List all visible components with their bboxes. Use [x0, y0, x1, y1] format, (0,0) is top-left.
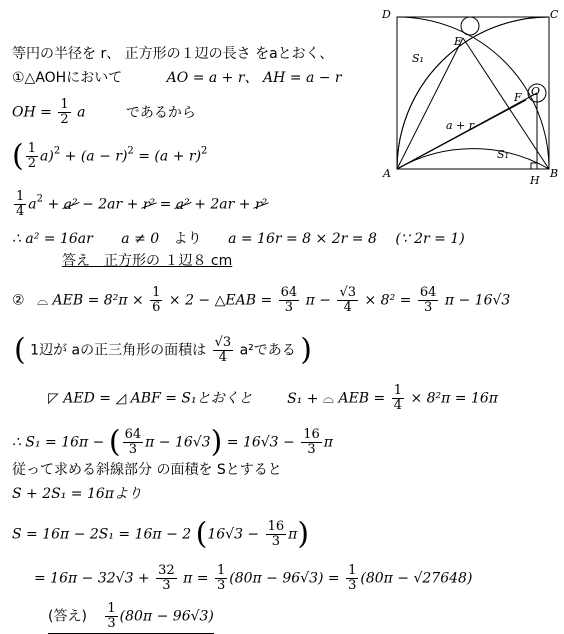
s-eq-b: 16√3 −: [207, 526, 260, 543]
s1-b: π − 16√3: [145, 434, 211, 451]
step2-f1n: 1: [152, 285, 161, 300]
note-post: a²である: [239, 342, 296, 359]
note-close-paren: ): [300, 332, 312, 368]
s1-gd: 3: [307, 442, 316, 457]
therefore1-d: a = 16r = 8 × 2r = 8: [228, 231, 377, 247]
s-eq2-hd: 3: [348, 578, 357, 593]
s1-a: ∴ S₁ = 16π −: [12, 434, 105, 451]
oh-den: 2: [60, 112, 69, 127]
seg-ae: [397, 38, 463, 169]
sector-b: ABF = S₁とおくと: [130, 390, 253, 407]
label-a: A: [383, 167, 391, 180]
s-eq-fd: 3: [271, 534, 281, 549]
step2-f4n: 64: [419, 285, 437, 300]
answer1: 答え 正方形の １辺８ cm: [62, 253, 233, 269]
s-eq2-fn: 32: [158, 563, 175, 578]
s1-paren-open: (: [108, 424, 121, 460]
pyth-p2: a): [40, 148, 54, 165]
sector-icon: ⌓: [37, 292, 49, 309]
step2-label: ②: [12, 292, 25, 309]
intro-line: 等円の半径を r、 正方形の１辺の長さ をaとおく、: [12, 46, 334, 62]
label-o: O: [531, 85, 541, 98]
sector-e: × 8²π = 16π: [410, 390, 499, 407]
step2-line: [12, 286, 510, 315]
s1-gn: 16: [303, 427, 320, 442]
expand-line: [12, 190, 267, 219]
arc-c: [397, 17, 549, 169]
expand-t2: a²: [63, 196, 78, 213]
step2-m2: π −: [305, 292, 332, 309]
s-eq2-fd: 3: [162, 578, 171, 593]
expand-t4: r²: [142, 196, 156, 213]
s-eq2-d: (80π − √27648): [360, 570, 473, 587]
label-f: F: [514, 91, 522, 104]
sector-fn: 1: [393, 383, 402, 398]
note-open-paren: (: [14, 332, 26, 368]
s-eq-fn: 16: [267, 519, 285, 534]
s-eq2-gd: 3: [216, 578, 226, 593]
s-eq-c: π: [288, 526, 298, 543]
step2-mid: × 2 − △EAB =: [168, 292, 273, 309]
right-angle-mark: [531, 163, 537, 169]
step2-m3: × 8² =: [364, 292, 412, 309]
s1-fn: 64: [124, 427, 142, 442]
sector-fd: 4: [393, 398, 402, 413]
therefore1-b: a ≠ 0: [121, 231, 160, 247]
label-s1-bottom: S₁: [497, 148, 509, 161]
label-e: E: [454, 35, 463, 48]
arc-a: [397, 17, 549, 169]
oh-var: a: [77, 104, 86, 121]
step2-f4d: 3: [423, 300, 433, 315]
answer2-line: [48, 602, 214, 634]
oh-line: [12, 98, 196, 127]
note-fn: √3: [214, 335, 232, 350]
therefore1-c: より: [173, 231, 202, 247]
label-h: H: [530, 174, 540, 186]
pyth-line: [12, 138, 208, 174]
expand-sq: 2: [36, 193, 44, 205]
oh-lhs: OH =: [12, 104, 52, 121]
sector-icon-3: ◿: [115, 390, 127, 407]
step1-eq: AO = a + r、 AH = a − r: [166, 70, 342, 86]
expand-t7: + 2ar +: [194, 196, 251, 213]
note-pre: 1辺が aの正三角形の面積は: [30, 342, 207, 359]
label-d: D: [382, 8, 391, 21]
s-eq-line: [12, 516, 310, 552]
pyth-p1: (: [12, 138, 24, 174]
s-eq2-b: π =: [183, 570, 209, 587]
label-s1-top: S₁: [412, 52, 424, 65]
label-b: B: [550, 167, 559, 180]
square: [397, 17, 549, 169]
s1-fd: 3: [128, 442, 137, 457]
sector-a: AED =: [63, 390, 111, 407]
sector-c: S₁ +: [287, 390, 323, 407]
expand-t1: +: [47, 196, 60, 213]
s1-c: = 16√3 −: [226, 434, 295, 451]
s1-line: [12, 424, 333, 460]
pyth-rhs: = (a + r): [138, 148, 202, 165]
expand-den: 4: [16, 204, 25, 219]
s-eq-a: S = 16π − 2S₁ = 16π − 2: [12, 526, 192, 543]
therefore1-line: [12, 231, 465, 247]
answer2-v: (80π − 96√3): [119, 608, 214, 625]
oh-num: 1: [60, 97, 69, 112]
step2-f2n: 64: [280, 285, 298, 300]
expand-t8: r²: [254, 196, 268, 213]
answer2-fd: 3: [107, 616, 116, 631]
step2-f1d: 6: [152, 300, 161, 315]
answer2-fn: 1: [107, 601, 116, 616]
label-c: C: [550, 8, 559, 21]
expand-a: a: [28, 196, 37, 213]
sector-icon-4: ⌓: [322, 390, 334, 407]
step2-f2d: 3: [284, 300, 294, 315]
pyth-mid: + (a − r): [64, 148, 128, 165]
pyth-sq2: 2: [127, 145, 134, 157]
oh-text: であるから: [125, 104, 196, 121]
therefore1-e: (∵ 2r = 1): [395, 231, 465, 247]
s-eq2-line: [34, 564, 472, 593]
arc-b: [397, 17, 549, 169]
label-a-plus-r: a + r: [446, 119, 475, 132]
pyth-num: 1: [27, 141, 36, 156]
small-circle-top: [461, 17, 479, 35]
s-eq-paren-close: ): [297, 516, 310, 552]
sector-icon-2: ◸: [48, 390, 59, 407]
step2-f3d: 4: [343, 300, 352, 315]
expand-num: 1: [16, 189, 25, 204]
therefore1-a: ∴ a² = 16ar: [12, 231, 93, 247]
pyth-sq: 2: [53, 145, 61, 157]
step2-end: π − 16√3: [444, 292, 511, 309]
sector-line: [48, 384, 498, 413]
s-eq2-a: = 16π − 32√3 +: [34, 570, 150, 587]
step1-label: ①△AOHにおいて: [12, 70, 123, 86]
s-eq-paren-open: (: [195, 516, 208, 552]
pyth-sq3: 2: [201, 145, 208, 157]
s-eq2-gn: 1: [216, 563, 226, 578]
expand-t3: − 2ar +: [82, 196, 139, 213]
expand-t6: a²: [175, 196, 190, 213]
s1-d: π: [323, 434, 333, 451]
s-eq2-hn: 1: [348, 563, 357, 578]
expand-t5: =: [159, 196, 172, 213]
arc-d: [397, 149, 549, 169]
pyth-den: 2: [27, 156, 36, 171]
s1-paren-close: ): [210, 424, 223, 460]
note-line: [14, 332, 312, 368]
line-so: 従って求める斜線部分 の面積を Sとすると: [12, 462, 282, 478]
step1-line: [12, 70, 342, 86]
note-fd: 4: [218, 350, 227, 365]
s-eq2-c: (80π − 96√3) =: [229, 570, 340, 587]
geometry-figure: [380, 6, 560, 186]
answer2-label: (答え): [48, 608, 87, 625]
sector-d: AEB =: [338, 390, 386, 407]
step2-lhs: AEB = 8²π ×: [52, 292, 144, 309]
line-s2: S + 2S₁ = 16πより: [12, 486, 142, 502]
step2-f3n: √3: [339, 285, 357, 300]
